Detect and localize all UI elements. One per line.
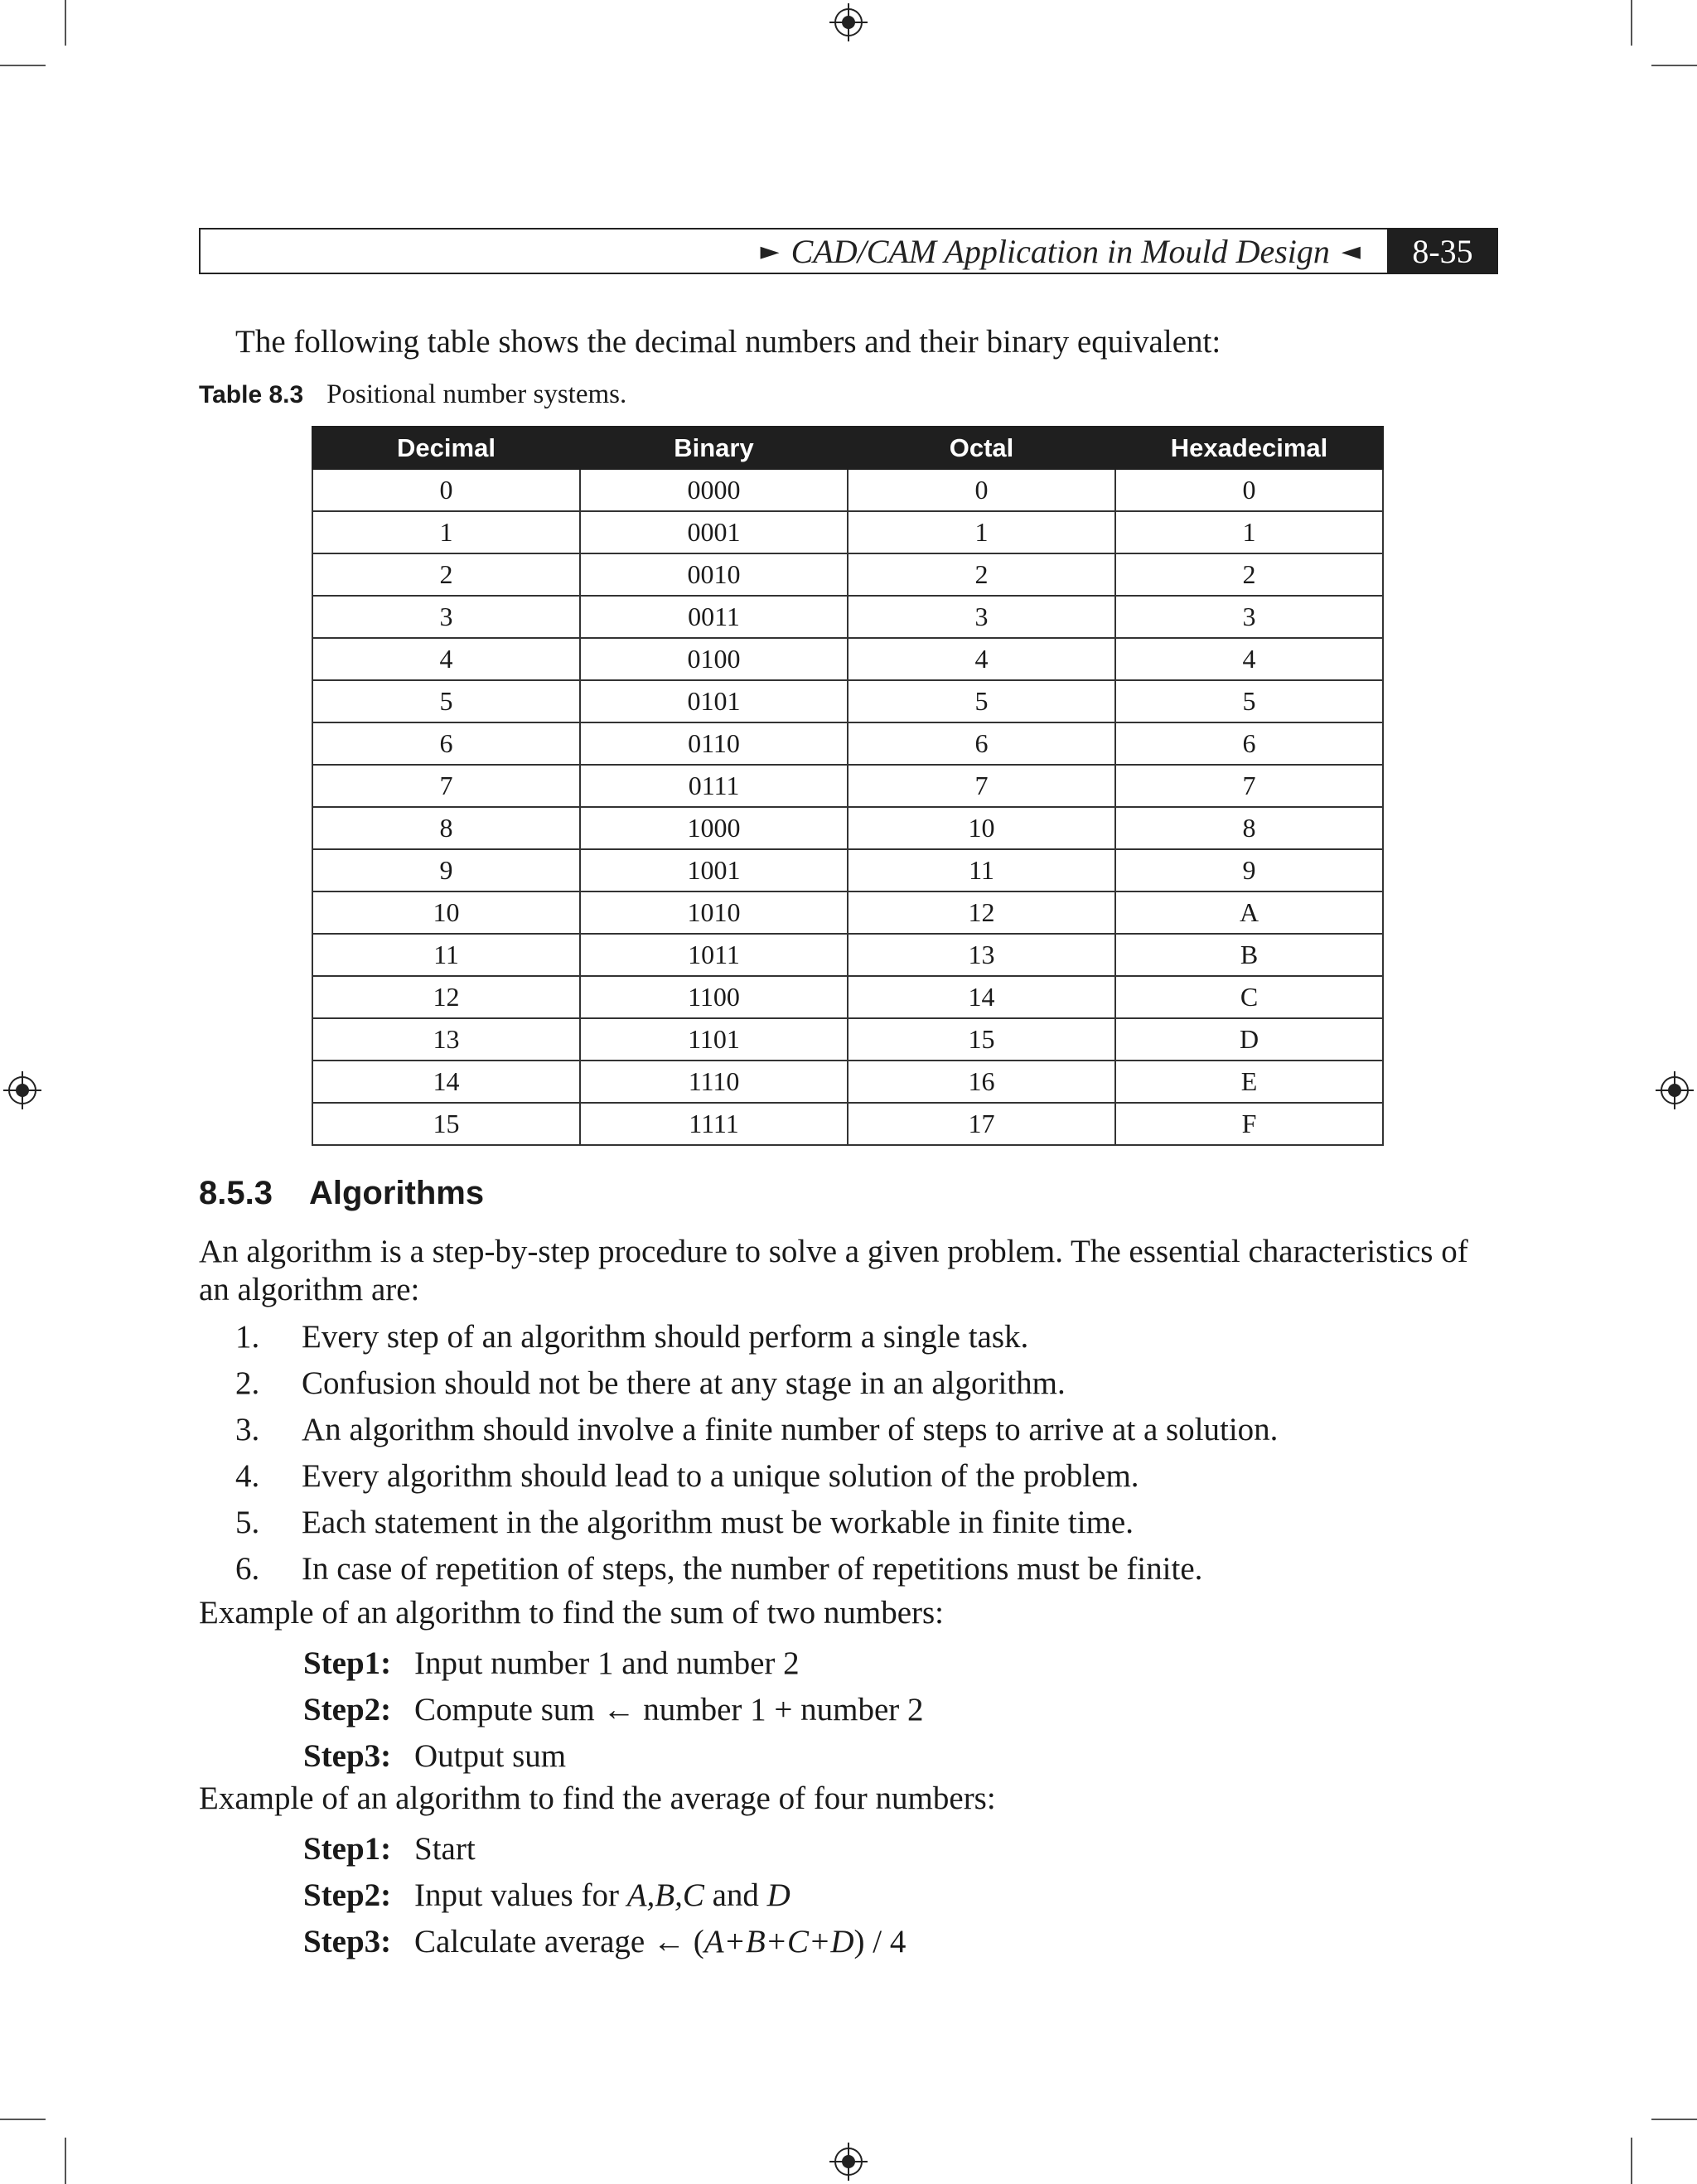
- table-cell: 0100: [580, 638, 848, 680]
- table-label: Table 8.3: [199, 381, 304, 408]
- section-number: 8.5.3: [199, 1175, 273, 1211]
- table-cell: 0000: [580, 469, 848, 511]
- list-item: [235, 1407, 1278, 1453]
- table-cell: 6: [312, 722, 580, 765]
- table-cell: 11: [312, 934, 580, 976]
- column-header: Decimal: [312, 427, 580, 469]
- example1-steps: [303, 1640, 924, 1780]
- table-cell: 0: [1115, 469, 1383, 511]
- table-cell: 3: [312, 596, 580, 638]
- list-text: An algorithm should involve a finite number of steps to arrive at a solution.: [302, 1412, 1279, 1447]
- table-cell: A: [1115, 891, 1383, 934]
- table-cell: 1: [312, 511, 580, 553]
- list-item: [235, 1360, 1278, 1407]
- table-cell: 1011: [580, 934, 848, 976]
- running-title: CAD/CAM Application in Mould Design: [790, 232, 1330, 270]
- characteristics-list: [235, 1314, 1278, 1592]
- list-text: Each statement in the algorithm must be workable in finite time.: [302, 1505, 1134, 1540]
- table-cell: 10: [312, 891, 580, 934]
- table-cell: 14: [848, 976, 1115, 1018]
- table-cell: 10: [848, 807, 1115, 849]
- step-text: Start: [414, 1831, 476, 1867]
- table-cell: 15: [312, 1103, 580, 1145]
- step-item: [303, 1640, 924, 1687]
- list-item: [235, 1500, 1278, 1546]
- step-item: [303, 1872, 906, 1919]
- right-pointer-icon: ►: [760, 236, 780, 266]
- table-cell: E: [1115, 1061, 1383, 1103]
- column-header: Octal: [848, 427, 1115, 469]
- list-number: 4.: [235, 1458, 260, 1494]
- step-item: [303, 1826, 906, 1872]
- table-cell: 7: [1115, 765, 1383, 807]
- table-cell: 0101: [580, 680, 848, 722]
- list-item: [235, 1546, 1278, 1592]
- step-text: Input values for: [414, 1877, 627, 1913]
- list-number: 6.: [235, 1551, 260, 1587]
- registration-mark-icon: [1661, 1076, 1689, 1104]
- step-item: [303, 1687, 924, 1733]
- table-row: [312, 469, 1383, 511]
- table-row: [312, 765, 1383, 807]
- table-cell: 1: [848, 511, 1115, 553]
- section-title: Algorithms: [308, 1175, 485, 1211]
- left-pointer-icon: ◄: [1341, 236, 1361, 266]
- list-text: Confusion should not be there at any stage in an algorithm.: [302, 1365, 1066, 1401]
- list-text: Every algorithm should lead to a unique solution of the problem.: [302, 1458, 1139, 1494]
- table-cell: 4: [312, 638, 580, 680]
- registration-mark-icon: [834, 2148, 863, 2176]
- page-number: 8-35: [1387, 228, 1498, 274]
- table-cell: 5: [1115, 680, 1383, 722]
- table-cell: 6: [848, 722, 1115, 765]
- table-cell: 1000: [580, 807, 848, 849]
- table-row: [312, 680, 1383, 722]
- table-cell: 8: [312, 807, 580, 849]
- step-text: Input number 1 and number 2: [414, 1645, 800, 1681]
- table-row: [312, 511, 1383, 553]
- table-row: [312, 849, 1383, 891]
- table-row: [312, 1018, 1383, 1061]
- table-cell: 13: [312, 1018, 580, 1061]
- table-cell: 1101: [580, 1018, 848, 1061]
- table-cell: 11: [848, 849, 1115, 891]
- list-number: 1.: [235, 1319, 260, 1355]
- step-text: and: [703, 1877, 767, 1913]
- table-cell: D: [1115, 1018, 1383, 1061]
- table-row: [312, 807, 1383, 849]
- table-row: [312, 1061, 1383, 1103]
- step-key: Step1:: [303, 1645, 392, 1681]
- column-header: Hexadecimal: [1115, 427, 1383, 469]
- table-cell: 12: [312, 976, 580, 1018]
- section-heading: [199, 1175, 484, 1212]
- table-cell: 16: [848, 1061, 1115, 1103]
- step-variables: A,B,C: [626, 1877, 704, 1913]
- table-caption-text: Positional number systems.: [326, 379, 627, 409]
- list-number: 2.: [235, 1365, 260, 1401]
- table-cell: 7: [312, 765, 580, 807]
- table-cell: 8: [1115, 807, 1383, 849]
- registration-mark-icon: [8, 1076, 36, 1104]
- crop-mark: [65, 2138, 66, 2184]
- table-cell: 5: [848, 680, 1115, 722]
- table-cell: 3: [1115, 596, 1383, 638]
- step-text: Compute sum ← number 1 + number 2: [414, 1692, 924, 1727]
- table-cell: 2: [848, 553, 1115, 596]
- table-cell: 4: [1115, 638, 1383, 680]
- step-key: Step3:: [303, 1924, 392, 1959]
- number-systems-table: [312, 426, 1384, 1146]
- table-cell: 0001: [580, 511, 848, 553]
- table-cell: 0: [848, 469, 1115, 511]
- crop-mark: [65, 0, 66, 46]
- table-row: [312, 1103, 1383, 1145]
- table-cell: 1110: [580, 1061, 848, 1103]
- table-cell: 0110: [580, 722, 848, 765]
- list-item: [235, 1453, 1278, 1500]
- step-key: Step3:: [303, 1738, 392, 1774]
- step-text: ) / 4: [853, 1924, 907, 1959]
- step-item: [303, 1919, 906, 1965]
- table-row: [312, 934, 1383, 976]
- registration-mark-icon: [834, 8, 863, 36]
- crop-mark: [1651, 2119, 1697, 2120]
- crop-mark: [0, 65, 46, 66]
- step-key: Step2:: [303, 1877, 392, 1913]
- crop-mark: [1631, 2138, 1632, 2184]
- table-cell: 1: [1115, 511, 1383, 553]
- table-cell: F: [1115, 1103, 1383, 1145]
- list-item: [235, 1314, 1278, 1360]
- table-caption: [199, 379, 626, 410]
- step-text: Output sum: [414, 1738, 567, 1774]
- table-row: [312, 722, 1383, 765]
- list-text: Every step of an algorithm should perform a single task.: [302, 1319, 1029, 1355]
- table-header-row: [312, 427, 1383, 469]
- table-cell: 1001: [580, 849, 848, 891]
- table-cell: 17: [848, 1103, 1115, 1145]
- crop-mark: [1651, 65, 1697, 66]
- table-row: [312, 976, 1383, 1018]
- table-cell: B: [1115, 934, 1383, 976]
- crop-mark: [1631, 0, 1632, 46]
- table-cell: 13: [848, 934, 1115, 976]
- table-cell: 12: [848, 891, 1115, 934]
- table-cell: 0010: [580, 553, 848, 596]
- table-cell: 9: [1115, 849, 1383, 891]
- table-cell: C: [1115, 976, 1383, 1018]
- table-intro: The following table shows the decimal numbers and their binary equivalent:: [235, 324, 1221, 360]
- step-key: Step1:: [303, 1831, 392, 1867]
- table-cell: 1010: [580, 891, 848, 934]
- column-header: Binary: [580, 427, 848, 469]
- table-cell: 1111: [580, 1103, 848, 1145]
- table-cell: 15: [848, 1018, 1115, 1061]
- table-cell: 1100: [580, 976, 848, 1018]
- table-cell: 7: [848, 765, 1115, 807]
- step-variable: D: [766, 1877, 790, 1913]
- running-header: [199, 228, 1498, 274]
- table-cell: 5: [312, 680, 580, 722]
- list-text: In case of repetition of steps, the number of repetitions must be finite.: [302, 1551, 1203, 1587]
- table-cell: 14: [312, 1061, 580, 1103]
- table-cell: 6: [1115, 722, 1383, 765]
- table-cell: 4: [848, 638, 1115, 680]
- example-intro: Example of an algorithm to find the average of four numbers:: [199, 1781, 996, 1816]
- table-cell: 2: [312, 553, 580, 596]
- example2-steps: [303, 1826, 906, 1965]
- table-cell: 0111: [580, 765, 848, 807]
- table-row: [312, 638, 1383, 680]
- table-cell: 0011: [580, 596, 848, 638]
- step-expression: A+B+C+D: [703, 1924, 854, 1959]
- table-cell: 0: [312, 469, 580, 511]
- crop-mark: [0, 2119, 46, 2120]
- section-paragraph: An algorithm is a step-by-step procedure to solve a given problem. The essential characteristics of an algorithm are:: [199, 1234, 1468, 1307]
- table-row: [312, 553, 1383, 596]
- example-intro: Example of an algorithm to find the sum of two numbers:: [199, 1595, 944, 1631]
- table-row: [312, 891, 1383, 934]
- table-cell: 2: [1115, 553, 1383, 596]
- list-number: 3.: [235, 1412, 260, 1447]
- step-item: [303, 1733, 924, 1780]
- step-key: Step2:: [303, 1692, 392, 1727]
- table-row: [312, 596, 1383, 638]
- table-cell: 9: [312, 849, 580, 891]
- step-text: Calculate average ← (: [414, 1924, 704, 1959]
- table-cell: 3: [848, 596, 1115, 638]
- list-number: 5.: [235, 1505, 260, 1540]
